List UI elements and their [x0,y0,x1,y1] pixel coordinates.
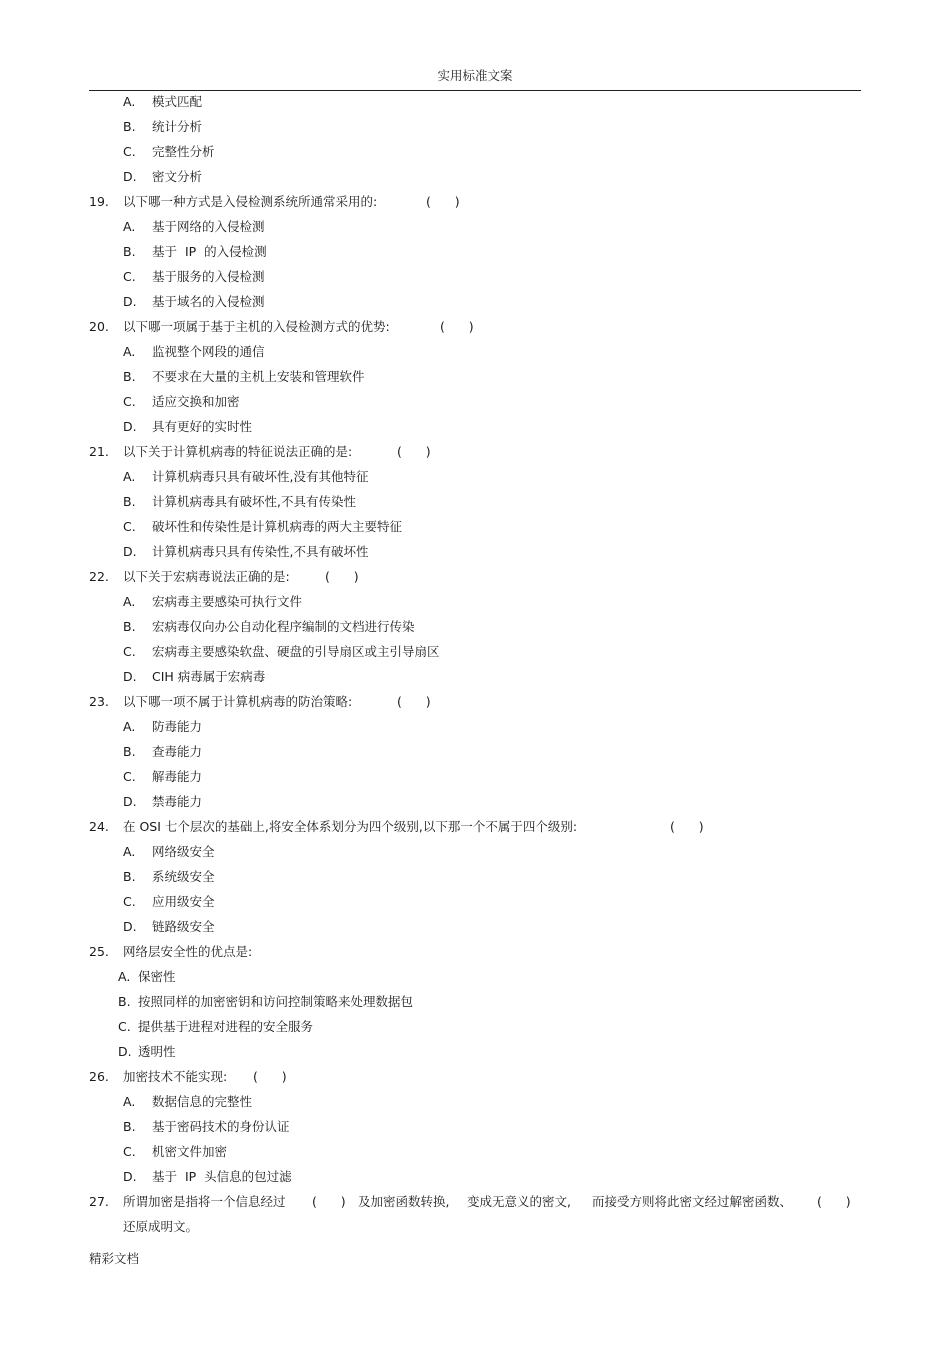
answer-blank: ( ) [426,194,460,209]
option-text: 按照同样的加密密钥和访问控制策略来处理数据包 [138,994,414,1009]
option-row [0,965,950,990]
question-number: 19. [89,194,109,209]
option-row [0,1115,950,1140]
option-letter: A. [123,594,136,609]
question-number: 23. [89,694,109,709]
option-text: 不要求在大量的主机上安装和管理软件 [152,369,365,384]
option-row [0,865,950,890]
question-number: 21. [89,444,109,459]
option-row [0,290,950,315]
option-letter: C. [123,144,136,159]
question-number: 24. [89,819,109,834]
answer-blank: ( ) [817,1194,851,1209]
option-letter: D. [123,544,137,559]
option-letter: D. [123,919,137,934]
answer-blank: ( ) [440,319,474,334]
option-text: 计算机病毒只具有破坏性,没有其他特征 [152,469,369,484]
question-row [0,190,950,215]
option-text: 基于 IP 头信息的包过滤 [152,1169,292,1184]
question-row-continued [0,1215,950,1240]
option-letter: A. [123,719,136,734]
option-text: 机密文件加密 [152,1144,228,1159]
option-letter: B. [118,994,131,1009]
option-letter: B. [123,494,136,509]
option-text: 查毒能力 [152,744,203,759]
option-letter: D. [123,669,137,684]
answer-blank: ( ) [253,1069,287,1084]
option-text: CIH 病毒属于宏病毒 [152,669,266,684]
option-row [0,665,950,690]
option-row [0,215,950,240]
option-row [0,165,950,190]
option-row [0,340,950,365]
option-row [0,415,950,440]
question-number: 25. [89,944,109,959]
question-text-part: 及加密函数转换, [358,1194,450,1209]
question-number: 20. [89,319,109,334]
option-row [0,990,950,1015]
question-row [0,565,950,590]
option-text: 基于服务的入侵检测 [152,269,265,284]
question-text: 加密技术不能实现: [123,1069,228,1084]
option-text: 基于 IP 的入侵检测 [152,244,267,259]
question-row [0,815,950,840]
option-letter: D. [123,169,137,184]
option-row [0,1140,950,1165]
page-header: 实用标准文案 [437,68,513,83]
option-text: 提供基于进程对进程的安全服务 [138,1019,314,1034]
option-text: 统计分析 [152,119,203,134]
option-row [0,115,950,140]
question-text: 以下哪一项属于基于主机的入侵检测方式的优势: [123,319,390,334]
option-row [0,390,950,415]
option-letter: C. [123,644,136,659]
option-letter: B. [123,369,136,384]
option-letter: A. [123,844,136,859]
question-text: 在 OSI 七个层次的基础上,将安全体系划分为四个级别,以下那一个不属于四个级别: [123,819,578,834]
option-letter: D. [123,794,137,809]
option-row [0,640,950,665]
option-letter: A. [123,1094,136,1109]
page-footer: 精彩文档 [89,1251,140,1266]
option-text: 基于域名的入侵检测 [152,294,265,309]
question-number: 27. [89,1194,109,1209]
option-letter: B. [123,119,136,134]
question-row [0,690,950,715]
option-letter: A. [123,469,136,484]
option-letter: A. [123,219,136,234]
question-text: 以下关于计算机病毒的特征说法正确的是: [123,444,353,459]
answer-blank: ( ) [325,569,359,584]
option-letter: D. [123,294,137,309]
option-row [0,90,950,115]
option-row [0,1040,950,1065]
answer-blank: ( ) [670,819,704,834]
option-text: 解毒能力 [152,769,203,784]
question-text: 以下哪一项不属于计算机病毒的防治策略: [123,694,353,709]
question-text-part: 变成无意义的密文, [467,1194,571,1209]
option-text: 具有更好的实时性 [152,419,253,434]
option-row [0,740,950,765]
option-letter: B. [123,244,136,259]
option-text: 模式匹配 [152,94,203,109]
option-text: 保密性 [138,969,176,984]
option-text: 适应交换和加密 [152,394,240,409]
option-text: 基于网络的入侵检测 [152,219,265,234]
option-text: 计算机病毒具有破坏性,不具有传染性 [152,494,356,509]
question-text: 以下哪一种方式是入侵检测系统所通常采用的: [123,194,378,209]
question-number: 22. [89,569,109,584]
option-text: 数据信息的完整性 [152,1094,253,1109]
option-row [0,615,950,640]
option-row [0,540,950,565]
question-number: 26. [89,1069,109,1084]
option-letter: A. [118,969,131,984]
option-row [0,1165,950,1190]
option-row [0,840,950,865]
option-letter: C. [123,769,136,784]
option-text: 防毒能力 [152,719,203,734]
option-text: 完整性分析 [152,144,215,159]
option-text: 系统级安全 [152,869,215,884]
option-text: 网络级安全 [152,844,215,859]
option-row [0,590,950,615]
option-text: 宏病毒仅向办公自动化程序编制的文档进行传染 [152,619,415,634]
option-letter: A. [123,344,136,359]
option-row [0,515,950,540]
option-letter: B. [123,744,136,759]
option-text: 透明性 [138,1044,176,1059]
question-row [0,440,950,465]
option-letter: B. [123,619,136,634]
option-letter: A. [123,94,136,109]
answer-blank: ( ) [397,444,431,459]
option-text: 应用级安全 [152,894,215,909]
option-row [0,1015,950,1040]
option-row [0,765,950,790]
question-row [0,315,950,340]
option-letter: C. [123,1144,136,1159]
option-row [0,790,950,815]
option-row [0,140,950,165]
question-text: 网络层安全性的优点是: [123,944,253,959]
option-letter: D. [118,1044,132,1059]
option-text: 基于密码技术的身份认证 [152,1119,290,1134]
option-row [0,465,950,490]
option-letter: C. [123,394,136,409]
option-text: 宏病毒主要感染软盘、硬盘的引导扇区或主引导扇区 [152,644,440,659]
option-text: 破坏性和传染性是计算机病毒的两大主要特征 [152,519,403,534]
question-row [0,1065,950,1090]
question-row [0,940,950,965]
option-letter: D. [123,1169,137,1184]
option-letter: B. [123,1119,136,1134]
option-text: 计算机病毒只具有传染性,不具有破坏性 [152,544,369,559]
question-text: 以下关于宏病毒说法正确的是: [123,569,290,584]
document-body [0,90,950,1240]
option-letter: C. [123,519,136,534]
option-letter: C. [118,1019,131,1034]
option-text: 宏病毒主要感染可执行文件 [152,594,303,609]
answer-blank: ( ) [312,1194,346,1209]
question-text-part: 而接受方则将此密文经过解密函数、 [592,1194,793,1209]
option-text: 禁毒能力 [152,794,203,809]
option-letter: C. [123,894,136,909]
option-letter: D. [123,419,137,434]
answer-blank: ( ) [397,694,431,709]
question-row [0,1190,950,1215]
option-row [0,1090,950,1115]
question-text-part: 所谓加密是指将一个信息经过 [123,1194,286,1209]
question-text-part: 还原成明文。 [123,1219,199,1234]
option-row [0,490,950,515]
option-text: 监视整个网段的通信 [152,344,265,359]
option-row [0,240,950,265]
option-text: 密文分析 [152,169,203,184]
option-row [0,915,950,940]
option-row [0,715,950,740]
option-row [0,365,950,390]
option-letter: B. [123,869,136,884]
option-text: 链路级安全 [152,919,215,934]
option-row [0,265,950,290]
option-letter: C. [123,269,136,284]
option-row [0,890,950,915]
